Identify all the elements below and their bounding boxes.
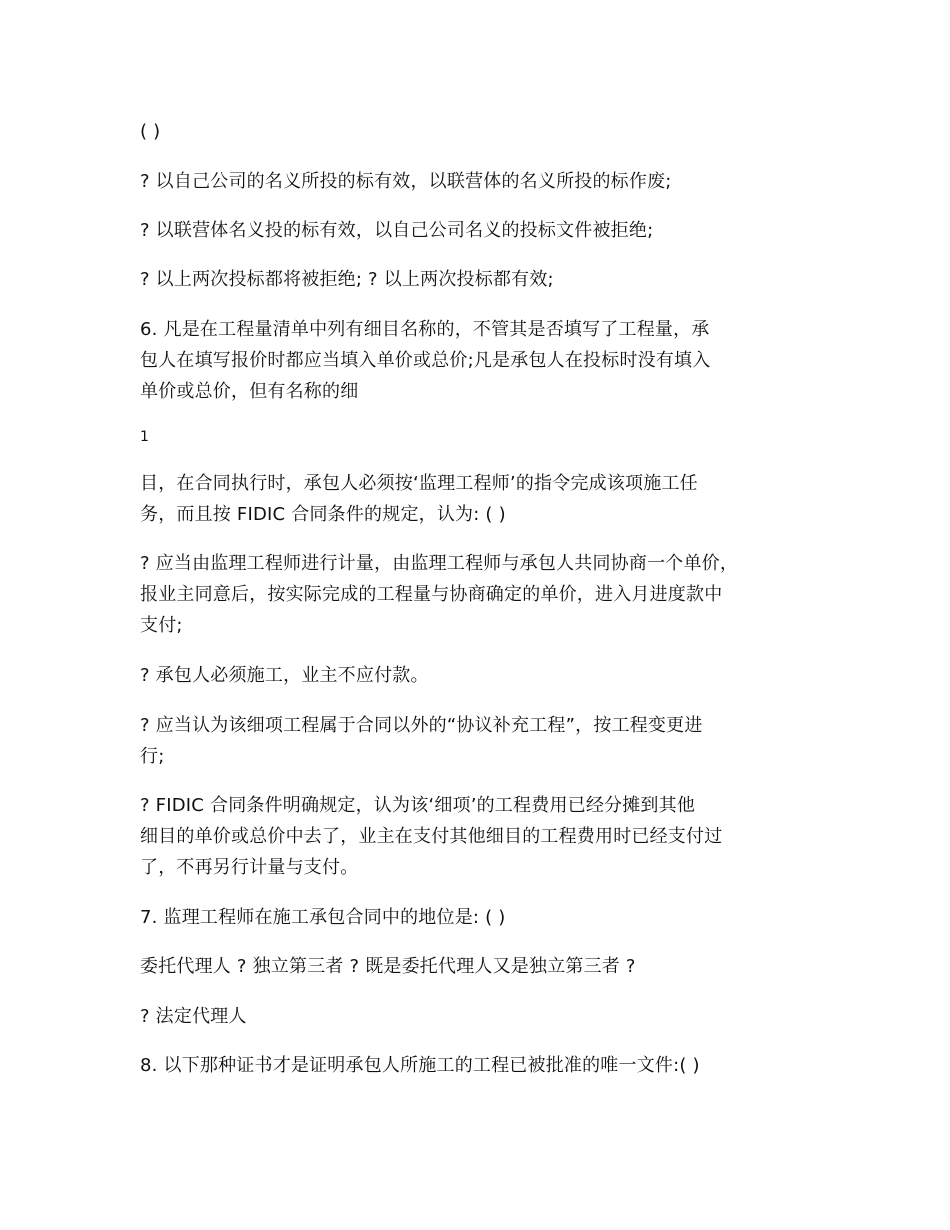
question-7	[140, 902, 840, 933]
text-line: ? 承包人必须施工，业主不应付款。	[140, 665, 429, 686]
text-line: 务，而且按 FIDIC 合同条件的规定，认为: ( )	[140, 504, 506, 525]
question-8	[140, 1050, 840, 1081]
option-row	[140, 951, 840, 982]
text-line: 细目的单价或总价中去了，业主在支付其他细目的工程费用时已经支付过	[140, 826, 723, 847]
text-line: ? 以联营体名义投的标有效，以自己公司名义的投标文件被拒绝;	[140, 220, 654, 241]
text-line: 单价或总价，但有名称的细	[140, 381, 359, 402]
text-line: 6. 凡是在工程量清单中列有细目名称的，不管其是否填写了工程量，承	[140, 319, 710, 340]
text-line: 委托代理人 ? 独立第三者 ? 既是委托代理人又是独立第三者 ?	[140, 956, 636, 977]
answer-blank	[140, 116, 840, 147]
text-line: 支付;	[140, 615, 183, 636]
option-item	[140, 215, 840, 246]
option-item	[140, 790, 840, 883]
option-item	[140, 548, 840, 641]
question-6-continued	[140, 468, 840, 530]
text-line: 包人在填写报价时都应当填入单价或总价;凡是承包人在投标时没有填入	[140, 350, 711, 371]
page-number: 1	[140, 429, 149, 445]
text-line: 7. 监理工程师在施工承包合同中的地位是: ( )	[140, 907, 506, 928]
question-6	[140, 314, 840, 407]
text-line: ? FIDIC 合同条件明确规定，认为该‘细项’的工程费用已经分摊到其他	[140, 795, 696, 816]
text-line: 行;	[140, 746, 165, 767]
text-line: 报业主同意后，按实际完成的工程量与协商确定的单价，进入月进度款中	[140, 584, 723, 605]
option-item	[140, 166, 840, 197]
text-line: ? 应当由监理工程师进行计量，由监理工程师与承包人共同协商一个单价，	[140, 553, 739, 574]
option-item	[140, 1001, 840, 1032]
text-line: ? 法定代理人	[140, 1006, 247, 1027]
text-line: ? 以上两次投标都将被拒绝; ? 以上两次投标都有效;	[140, 269, 554, 290]
text-line: 8. 以下那种证书才是证明承包人所施工的工程已被批准的唯一文件:( )	[140, 1055, 700, 1076]
option-item	[140, 710, 840, 772]
text-line: 目，在合同执行时，承包人必须按‘监理工程师’的指令完成该项施工任	[140, 473, 698, 494]
option-item	[140, 264, 840, 295]
text-line: ? 应当认为该细项工程属于合同以外的“协议补充工程”，按工程变更进	[140, 715, 703, 736]
text-line: ? 以自己公司的名义所投的标有效，以联营体的名义所投的标作废;	[140, 171, 672, 192]
option-item	[140, 660, 840, 691]
text-line: 了，不再另行计量与支付。	[140, 857, 359, 878]
text-line: ( )	[140, 121, 161, 142]
